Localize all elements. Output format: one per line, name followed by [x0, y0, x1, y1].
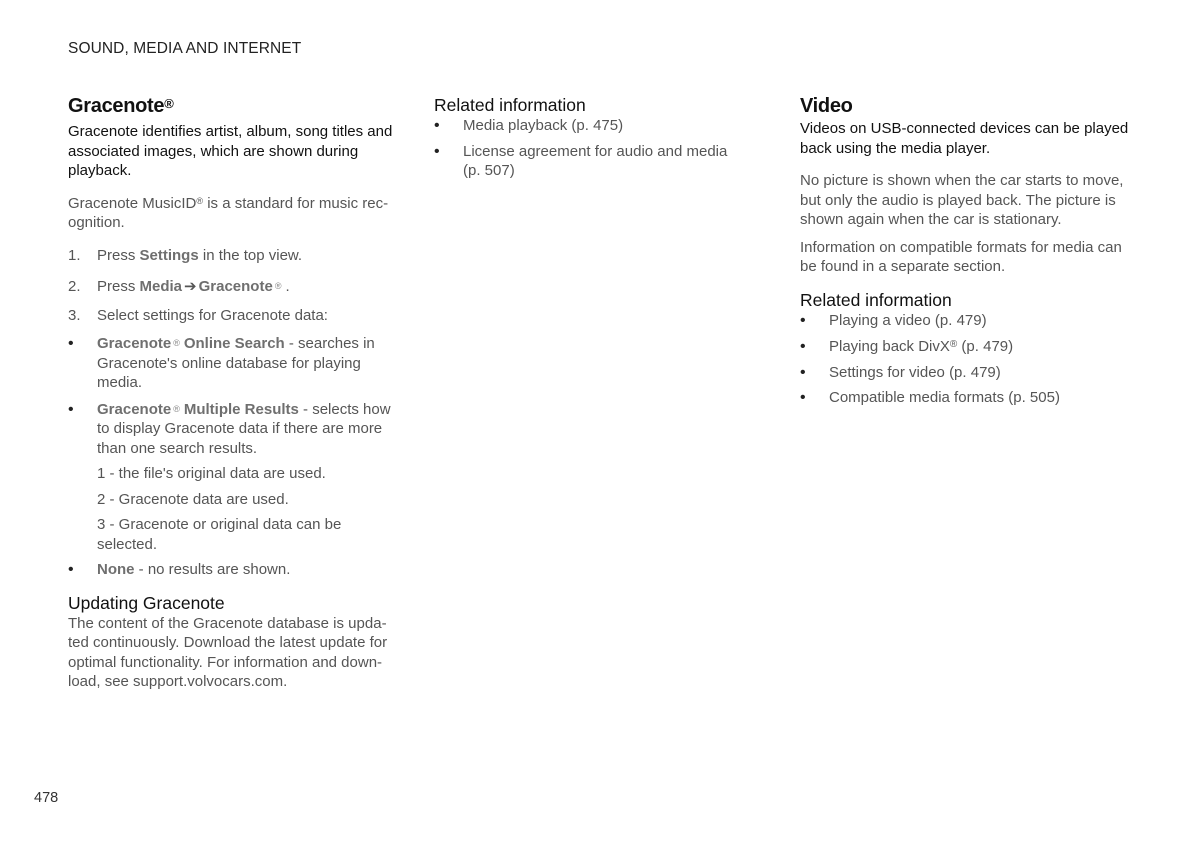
related-link-media-playback[interactable]: • Media playback (p. 475) — [434, 116, 744, 136]
related-link-license-agreement[interactable]: • License agreement for audio and media (p. 507) — [434, 142, 744, 181]
related-link-media-formats[interactable]: • Compatible media formats (p. 505) — [800, 388, 1130, 408]
option-none: • None - no results are shown. — [68, 560, 398, 580]
video-intro: Videos on USB-connected devices can be played back using the media player. — [800, 120, 1129, 157]
settings-menu-label: Settings — [139, 246, 199, 264]
gracenote-intro: Gracenote identifies artist, album, song titles and associated images, which are shown during playback. — [68, 123, 393, 179]
video-related-heading: Related information — [800, 289, 952, 310]
arrow-right-icon: ➔ — [184, 278, 197, 295]
related-info-heading: Related information — [434, 95, 586, 115]
page-number: 478 — [34, 790, 59, 806]
gracenote-musicid-text: Gracenote MusicID® is a standard for music recognition. — [68, 194, 389, 231]
updating-gracenote-heading: Updating Gracenote — [68, 592, 225, 613]
sub-option-2: 2 - Gracenote data are used. — [97, 490, 289, 508]
video-para-2: Information on compatible formats for media can be found in a separate section. — [800, 238, 1122, 275]
sub-option-1: 1 - the file's original data are used. — [97, 465, 326, 482]
gracenote-menu-label: Gracenote — [198, 278, 273, 295]
related-link-playing-divx[interactable]: • Playing back DivX® (p. 479) — [800, 337, 1130, 357]
updating-gracenote-text: The content of the Gracenote database is updated continuously. Download the latest update for optimal functionality. For information and download, see support.volvocars.com. — [68, 614, 388, 690]
step-1: 1. Press Settings in the top view. — [68, 246, 303, 264]
step-3: 3. Select settings for Gracenote data: — [68, 306, 328, 324]
step-2: 2. Press Media ➔ Gracenote ® . — [68, 278, 290, 295]
video-title: Video — [800, 95, 853, 117]
related-link-playing-video[interactable]: • Playing a video (p. 479) — [800, 311, 1130, 331]
option-online-search: • Gracenote ® Online Search - searches in Gracenote's online database for playing media. — [68, 334, 398, 393]
section-header: SOUND, MEDIA AND INTERNET — [68, 40, 302, 57]
related-info-column — [434, 94, 744, 181]
video-column — [800, 94, 1130, 408]
media-menu-label: Media — [139, 278, 183, 295]
related-link-video-settings[interactable]: • Settings for video (p. 479) — [800, 363, 1130, 383]
gracenote-title: Gracenote® — [68, 95, 174, 117]
video-para-1: No picture is shown when the car starts to move, but only the audio is played back. The picture is shown again when the car is stationary. — [800, 172, 1124, 228]
option-multiple-results: • Gracenote ® Multiple Results - selects how to display Gracenote data if there are more than one search results. — [68, 400, 398, 459]
sub-option-3: 3 - Gracenote or original data can be selected. — [97, 516, 342, 553]
gracenote-column — [68, 94, 398, 692]
